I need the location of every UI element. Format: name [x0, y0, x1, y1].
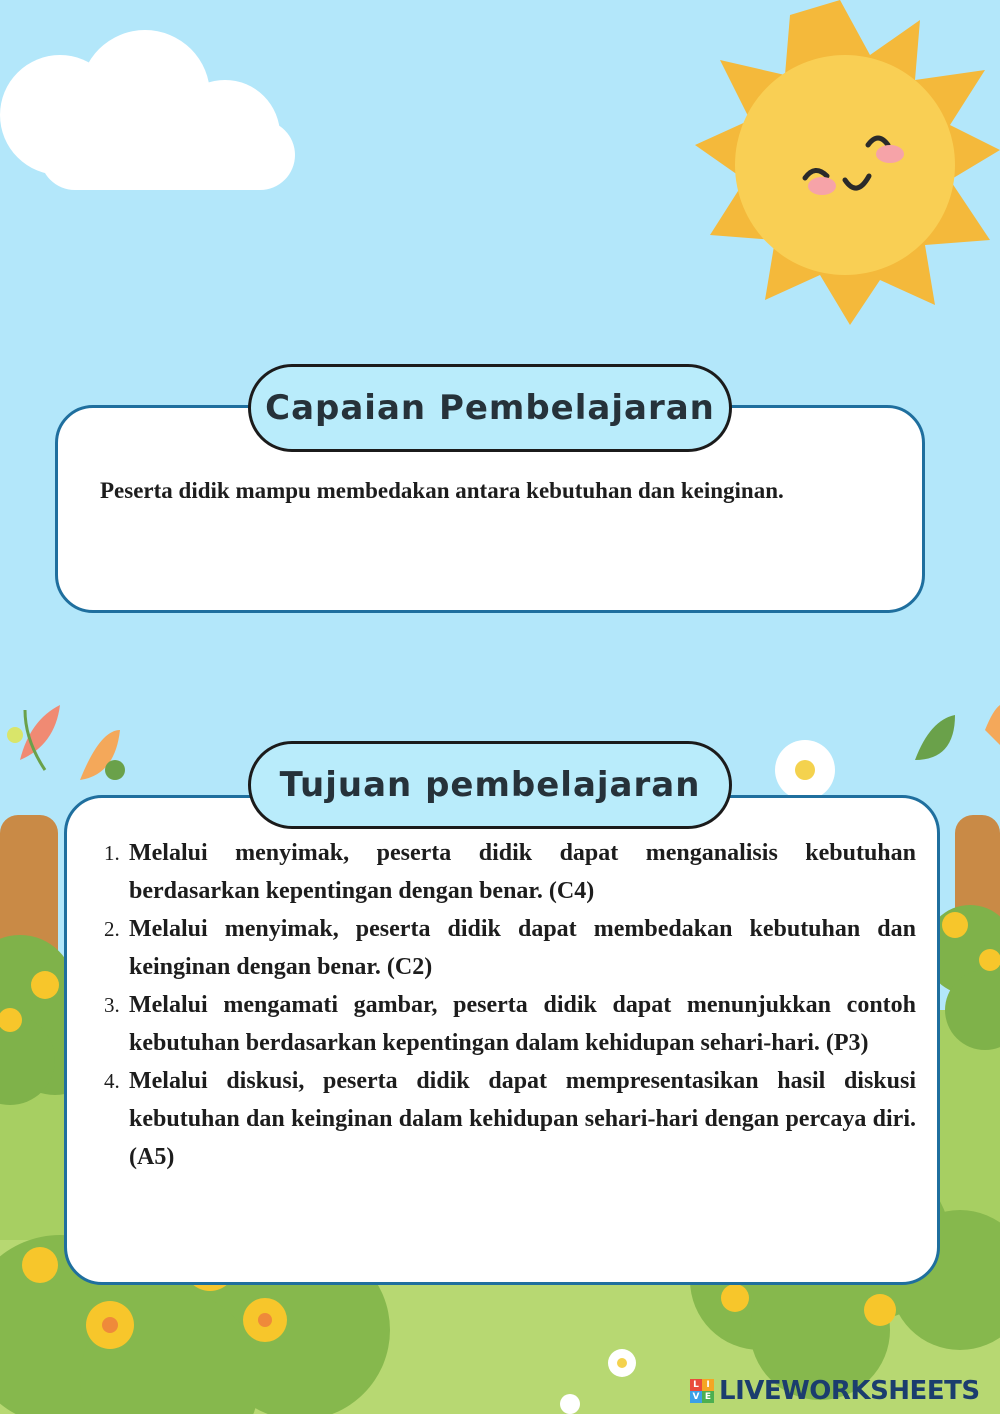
- list-item-number: 4.: [104, 1069, 120, 1093]
- list-item: [104, 834, 916, 910]
- list-item-number: 1.: [104, 841, 120, 865]
- list-item-text: Melalui menyimak, peserta didik dapat membedakan kebutuhan dan keinginan dengan benar. (C2): [129, 916, 916, 980]
- cloud-icon: [0, 30, 295, 190]
- list-item: [104, 1062, 916, 1176]
- list-item-text: Melalui menyimak, peserta didik dapat menganalisis kebutuhan berdasarkan kepentingan dengan benar. (C4): [129, 840, 916, 904]
- list-item-number: 2.: [104, 917, 120, 941]
- capaian-text: Peserta didik mampu membedakan antara kebutuhan dan keinginan.: [100, 478, 784, 503]
- sun-icon: [695, 0, 1000, 325]
- list-item-number: 3.: [104, 993, 120, 1017]
- logo-mark-icon: L I V E: [690, 1379, 714, 1403]
- flower-icon: [7, 705, 125, 780]
- list-item: [104, 986, 916, 1062]
- capaian-title: Capaian Pembelajaran: [248, 364, 732, 452]
- list-item-text: Melalui mengamati gambar, peserta didik dapat menunjukkan contoh kebutuhan berdasarkan kepentingan dalam kehidupan sehari-hari. (P3): [129, 992, 916, 1056]
- flower-icon: [775, 705, 1000, 800]
- logo-text: LIVEWORKSHEETS: [719, 1376, 980, 1406]
- liveworksheets-logo: [690, 1376, 980, 1406]
- list-item: [104, 910, 916, 986]
- tujuan-title: Tujuan pembelajaran: [248, 741, 732, 829]
- tujuan-list: [104, 834, 916, 1176]
- list-item-text: Melalui diskusi, peserta didik dapat mempresentasikan hasil diskusi kebutuhan dan keinginan dalam kehidupan sehari-hari dengan percaya diri. (A5): [129, 1068, 916, 1170]
